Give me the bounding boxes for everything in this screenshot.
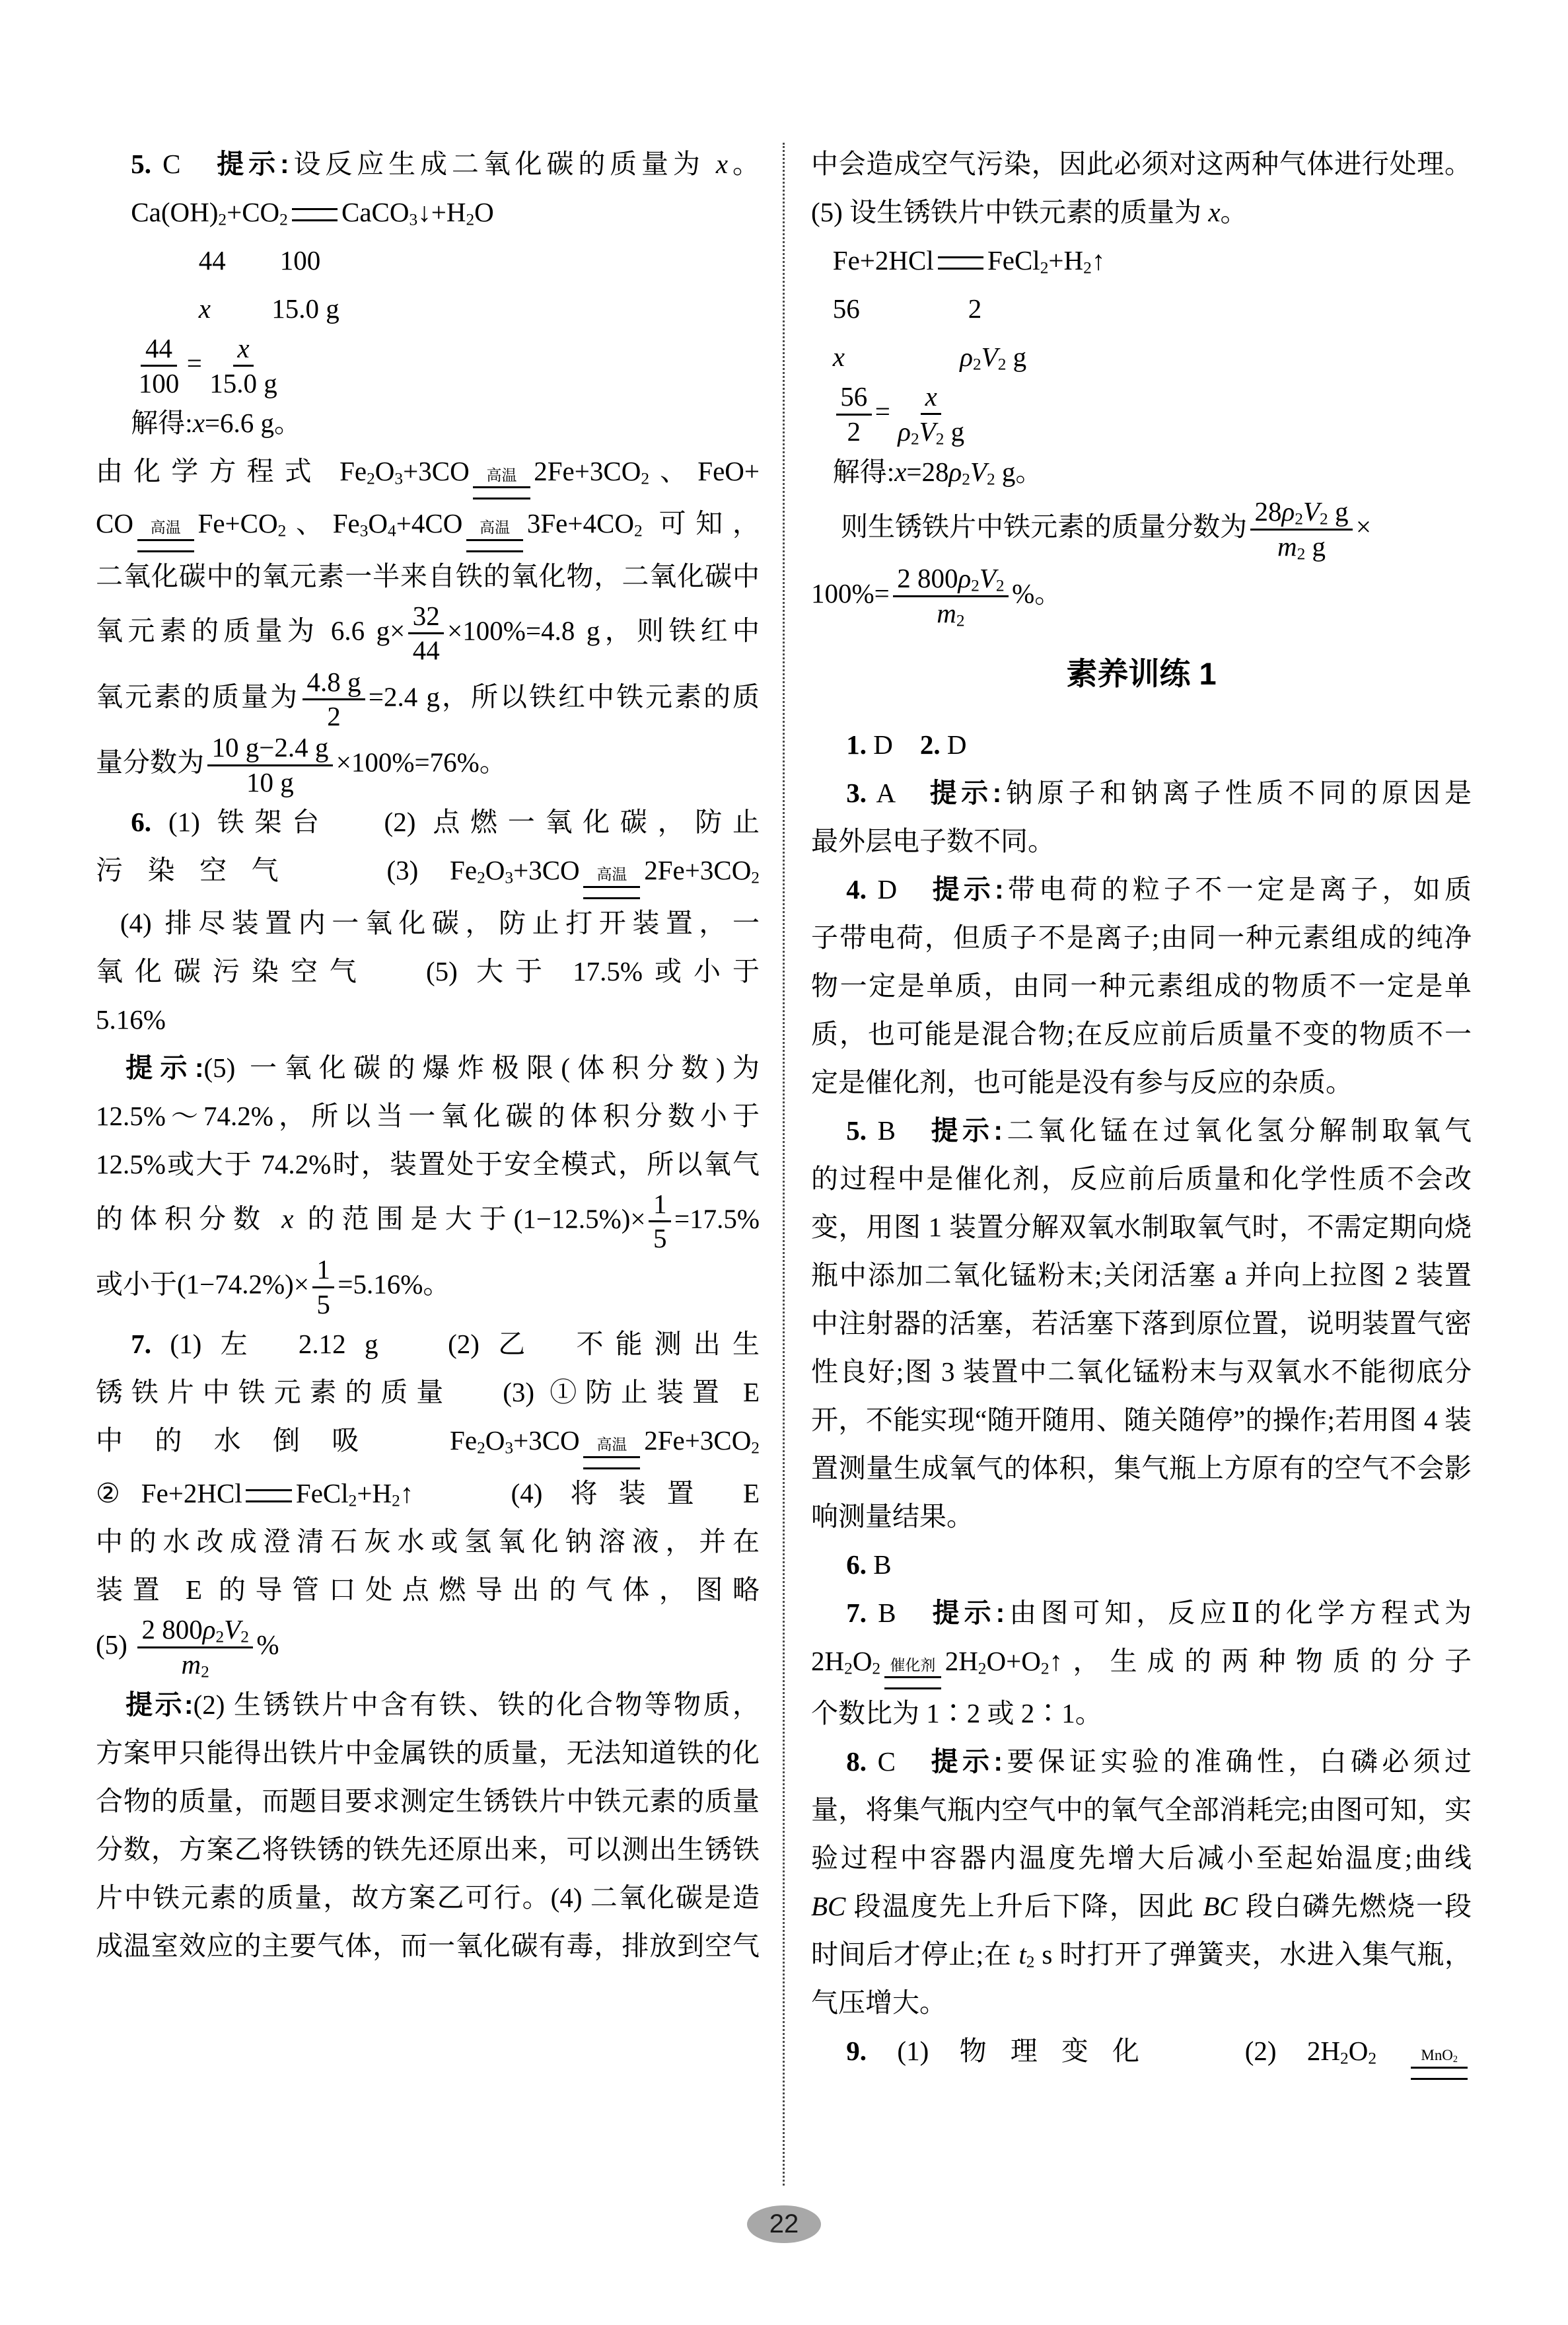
text-line: 污染空气 (3) Fe2O3+3CO 高温 2Fe+3CO2: [96, 846, 760, 899]
reaction-condition-label: MnO2: [1421, 2047, 1458, 2065]
text-line: 12.5%～74.2%，所以当一氧化碳的体积分数小于: [96, 1100, 760, 1131]
double-bar: [884, 1676, 941, 1689]
fraction: [649, 1189, 671, 1255]
fraction-numerator: 56: [836, 381, 872, 415]
text-line: 锈铁片中铁元素的质量 (3) ①防止装置 E: [96, 1377, 760, 1408]
bold-label: 提示:: [929, 777, 1002, 808]
text-line: 瓶中添加二氧化锰粉末;关闭活塞 a 并向上拉图 2 装置: [811, 1259, 1472, 1290]
fraction: [303, 667, 365, 733]
text-line: 量，将集气瓶内空气中的氧气全部消耗完;由图可知，实: [811, 1794, 1472, 1826]
italic-variable: BC: [811, 1891, 846, 1922]
subscript: 2: [1297, 544, 1306, 564]
italic-variable: x: [237, 333, 250, 363]
text-line: (4) 排尽装置内一氧化碳，防止打开装置，一: [120, 907, 760, 938]
reaction-condition-label: 高温: [596, 1436, 627, 1454]
italic-variable: V: [970, 456, 987, 487]
subscript: 2: [962, 470, 970, 489]
bold-label: 提示:: [125, 1052, 204, 1083]
text-line: 由化学方程式 Fe2O3+3CO 高温 2Fe+3CO2、FeO+: [96, 447, 760, 500]
text-line: 中会造成空气污染，因此必须对这两种气体进行处理。: [811, 149, 1472, 179]
subscript: 2: [844, 1659, 853, 1678]
item-number: 5.: [131, 149, 152, 179]
page-number-badge: [747, 2205, 821, 2243]
text-line: 6. B: [846, 1549, 892, 1580]
text-line: 或小于(1−74.2%)× $\frac{1}{5}$ =5.16%。: [96, 1254, 450, 1319]
bold-label: 提示:: [932, 873, 1004, 904]
text-line: 二氧化碳中的氧元素一半来自铁的氧化物，二氧化碳中: [96, 560, 760, 591]
text-line: 时间后才停止;在 t2 s 时打开了弹簧夹，水进入集气瓶，: [811, 1939, 1472, 1972]
subscript: 2: [1295, 509, 1303, 529]
italic-variable: ρ: [948, 456, 962, 487]
fraction: [134, 333, 184, 399]
bold-label: 提示:: [217, 149, 289, 179]
fraction-numerator: [233, 333, 254, 367]
italic-variable: ρ: [958, 563, 972, 594]
italic-variable: x: [832, 342, 845, 372]
double-bar: [137, 539, 194, 552]
text-line: 100%= $\frac{2 800\rho 2V2}{m2}$ %。: [811, 563, 1062, 631]
text-line: ②Fe+2HCl FeCl2+H2↑ (4) 将装置 E: [96, 1477, 760, 1510]
double-bar: [583, 886, 640, 899]
reaction-equals-sign: [292, 208, 338, 221]
fraction-denominator: 5: [653, 1223, 667, 1254]
text-line: 合物的质量，而题目要求测定生锈铁片中铁元素的质量: [96, 1786, 760, 1817]
text-line: 解得:x=28ρ2V2 g。: [832, 456, 1043, 489]
subscript: 2: [215, 1627, 225, 1646]
subscript: 2: [978, 1659, 987, 1678]
subscript: 2: [277, 521, 287, 540]
item-number: 2.: [919, 729, 941, 760]
subscript: 2: [935, 429, 944, 449]
reaction-equals-sign: [884, 1657, 941, 1690]
italic-variable: ρ: [202, 1613, 216, 1644]
text-line: 个数比为 1∶2 或 2∶1。: [811, 1698, 1102, 1729]
text-line: (5) 设生锈铁片中铁元素的质量为 x。: [811, 197, 1248, 227]
fraction-denominator: 100: [138, 367, 180, 398]
subscript: 2: [986, 470, 995, 489]
fraction-denominator: m2 g: [1277, 531, 1326, 564]
text-line: 的过程中是催化剂，反应前后质量和化学性质不会改: [811, 1163, 1472, 1194]
item-number: 1.: [846, 729, 867, 760]
text-line: 2H2O2 催化剂 2H2O+O2↑，生成的两种物质的分子: [811, 1637, 1472, 1690]
subscript: 2: [240, 1627, 249, 1646]
text-line: 物一定是单质，由同一种元素组成的物质不一定是单: [811, 970, 1472, 1001]
text-line: 7. B 提示:由图可知，反应Ⅱ的化学方程式为: [846, 1597, 1472, 1628]
fraction-denominator: [933, 597, 969, 630]
italic-variable: t: [1018, 1939, 1026, 1970]
text-line: 5. C 提示:设反应生成二氧化碳的质量为 x。: [131, 149, 760, 179]
subscript: 2: [872, 1659, 881, 1678]
subscript: 2: [279, 210, 288, 229]
text-line: $\frac{44}{100}$ = $\frac{x}{15.0 g}$: [96, 333, 760, 399]
page-number: 22: [769, 2209, 799, 2238]
text-line: Ca(OH)2+CO2 CaCO3↓+H2O: [131, 197, 494, 229]
italic-variable: x: [894, 456, 907, 487]
italic-variable: m: [181, 1649, 201, 1680]
text-line: 气压增大。: [811, 1987, 946, 2018]
subscript: 2: [367, 469, 375, 488]
subscript: 2: [633, 521, 643, 540]
text-line: 的体积分数 x 的范围是大于(1−12.5%)× $\frac{1}{5}$ =17.5%: [96, 1188, 760, 1254]
text-line: 中的水改成澄清石灰水或氢氧化钠溶液，并在: [96, 1526, 760, 1557]
subscript: 2: [466, 210, 475, 229]
text-line: 56 2: [832, 293, 982, 324]
subscript: 2: [1368, 2049, 1377, 2068]
text-line: BC 段温度先上升后下降，因此 BC 段白磷先燃烧一段: [811, 1891, 1472, 1922]
double-bar: [473, 486, 530, 499]
double-bar: [938, 256, 984, 270]
item-number: 9.: [846, 2036, 867, 2067]
subscript: 2: [348, 1491, 357, 1510]
text-line: 质，也可能是混合物;在反应前后质量不变的物质不一: [811, 1018, 1472, 1049]
fraction: [1250, 496, 1353, 563]
double-bar: [466, 539, 523, 552]
fraction: [893, 563, 1009, 630]
italic-variable: x: [281, 1202, 294, 1234]
fraction-denominator: 2: [327, 701, 341, 732]
subscript: 2: [1040, 1659, 1050, 1678]
left-text-column: [96, 140, 760, 1970]
text-line: 中注射器的活塞，若活塞下落到原位置，说明装置气密: [811, 1308, 1472, 1339]
italic-variable: V: [981, 342, 998, 372]
italic-variable: x: [925, 381, 937, 412]
subscript: 2: [477, 1438, 485, 1458]
text-line: 7. (1) 左 2.12 g (2) 乙 不能测出生: [131, 1329, 760, 1360]
item-number: 6.: [131, 807, 152, 838]
item-number: 3.: [846, 777, 867, 808]
double-bar: [1411, 2067, 1468, 2080]
subscript: 2: [971, 576, 980, 595]
text-line: 3. A 提示:钠原子和钠离子性质不同的原因是: [846, 777, 1472, 808]
item-number: 7.: [131, 1329, 152, 1360]
italic-variable: m: [937, 598, 956, 629]
item-number: 6.: [846, 1549, 867, 1580]
subscript: 2: [1083, 258, 1092, 277]
reaction-equals-sign: [583, 1436, 640, 1469]
reaction-equals-sign: [466, 519, 523, 552]
text-line: 最外层电子数不同。: [811, 825, 1055, 856]
text-line: 片中铁元素的质量，故方案乙可行。(4) 二氧化碳是造: [96, 1882, 760, 1913]
fraction-denominator: 5: [316, 1288, 330, 1319]
double-bar: [292, 208, 338, 221]
fraction: [894, 381, 969, 448]
subscript: 2: [201, 1662, 209, 1681]
italic-variable: x: [1208, 197, 1221, 227]
text-line: 定是催化剂，也可能是没有参与反应的杂质。: [811, 1066, 1353, 1097]
fraction: [312, 1254, 335, 1320]
subscript: 2: [641, 469, 650, 488]
subscript: 3: [359, 521, 369, 540]
reaction-equals-sign: [246, 1489, 292, 1502]
text-line: 成温室效应的主要气体，而一氧化碳有毒，排放到空气: [96, 1931, 760, 1962]
text-line: 5. B 提示:二氧化锰在过氧化氢分解制取氧气: [846, 1115, 1472, 1146]
fraction-numerator: 1: [649, 1189, 671, 1222]
text-line: (5) $\frac{2 800\rho 2V2}{m2}$ %: [96, 1613, 279, 1681]
fraction-numerator: [921, 381, 941, 415]
column-divider-line: [783, 143, 785, 2186]
text-line: 解得:x=6.6 g。: [131, 407, 302, 438]
item-number: 8.: [846, 1746, 867, 1777]
italic-variable: V: [1302, 496, 1320, 527]
fraction-denominator: ρ2V2 g: [898, 416, 965, 449]
bold-label: 提示:: [932, 1597, 1005, 1628]
fraction-denominator: 44: [412, 635, 440, 666]
bold-label: 提示:: [125, 1689, 194, 1720]
text-line: Fe+2HCl FeCl2+H2↑: [832, 245, 1106, 277]
italic-variable: x: [715, 149, 729, 179]
item-number: 4.: [846, 873, 867, 904]
text-line: 1. D 2. D: [846, 729, 967, 760]
italic-variable: ρ: [898, 416, 911, 447]
text-line: 5.16%: [96, 1004, 166, 1035]
italic-variable: x: [198, 293, 211, 324]
text-line: x 15.0 g: [198, 293, 339, 324]
italic-variable: x: [192, 407, 205, 438]
fraction-numerator: 44: [141, 333, 176, 367]
text-line: 8. C 提示:要保证实验的准确性，白磷必须过: [846, 1746, 1472, 1777]
text-line: 子带电荷，但质子不是离子;由同一种元素组成的纯净: [811, 922, 1472, 953]
reaction-equals-sign: [137, 519, 194, 552]
text-line: CO 高温 Fe+CO2、Fe3O4+4CO 高温 3Fe+4CO2 可知，: [96, 499, 760, 552]
reaction-equals-sign: [583, 866, 640, 899]
fraction-numerator: 4.8 g: [303, 667, 365, 700]
fraction: [207, 732, 333, 798]
section-heading: 素养训练 1: [1066, 656, 1217, 692]
fraction: [408, 601, 444, 667]
text-line: 响测量结果。: [811, 1500, 974, 1532]
text-line: $\frac{56}{2}$ = $\frac{x}{\rho 2V2 g}$: [811, 381, 1472, 448]
text-line: 12.5%或大于 74.2%时，装置处于安全模式，所以氧气: [96, 1148, 760, 1179]
fraction-numerator: 10 g−2.4 g: [207, 732, 333, 766]
reaction-condition-label: 高温: [480, 519, 511, 536]
text-line: 9. (1) 物理变化 (2) 2H2O2 MnO2: [811, 2027, 1472, 2080]
subscript: 2: [477, 868, 485, 887]
fraction: [836, 381, 872, 447]
text-line: 氧元素的质量为 $\frac{4.8 g}{2}$ =2.4 g，所以铁红中铁元素的质: [96, 666, 760, 732]
text-line: 验过程中容器内温度先增大后减小至起始温度;曲线: [811, 1843, 1472, 1874]
italic-variable: V: [919, 416, 936, 447]
fraction-numerator: 28ρ2V2 g: [1250, 496, 1353, 531]
item-number: 7.: [846, 1597, 867, 1628]
text-line: x ρ2V2 g: [832, 342, 1027, 374]
subscript: 2: [956, 612, 965, 631]
bold-label: 提示:: [931, 1115, 1003, 1146]
reaction-equals-sign: [473, 467, 530, 500]
subscript: 2: [972, 355, 981, 374]
reaction-condition-label: 高温: [150, 519, 181, 536]
fraction: [205, 333, 282, 399]
fraction-numerator: 2 800ρ2V2: [893, 563, 1009, 597]
subscript: 2: [392, 1491, 400, 1510]
subscript: 2: [751, 1438, 760, 1458]
subscript: 2: [995, 576, 1005, 595]
text-line: 分数，方案乙将铁锈的铁先还原出来，可以测出生锈铁: [96, 1834, 760, 1865]
text-line: 氧化碳污染空气 (5) 大于 17.5%或小于: [96, 955, 760, 986]
text-line: 性良好;图 3 装置中二氧化锰粉末与双氧水不能彻底分: [811, 1356, 1472, 1387]
subscript: 2: [218, 210, 227, 229]
subscript: 3: [394, 469, 404, 488]
subscript: 2: [1040, 258, 1049, 277]
subscript: 2: [910, 429, 919, 449]
italic-variable: V: [979, 563, 996, 594]
subscript: 2: [1319, 509, 1328, 529]
text-line: 则生锈铁片中铁元素的质量分数为 $\frac{28\rho 2V2 g}{m2 g}$ ×: [841, 496, 1372, 564]
subscript: 3: [505, 1438, 514, 1458]
subscript: 2: [1452, 2054, 1458, 2065]
subscript: 2: [1026, 1952, 1035, 1972]
item-number: 5.: [846, 1115, 867, 1146]
reaction-condition-label: 高温: [486, 466, 517, 484]
text-line: 6. (1) 铁架台 (2) 点燃一氧化碳，防止: [131, 807, 760, 838]
right-text-column: [811, 140, 1472, 2080]
fraction-numerator: 32: [408, 601, 444, 634]
text-line: 中的水倒吸 Fe2O3+3CO 高温 2Fe+3CO2: [96, 1417, 760, 1469]
text-line: 44 100: [198, 245, 321, 276]
reaction-condition-label: 高温: [596, 866, 627, 883]
italic-variable: ρ: [1281, 496, 1295, 527]
text-line: 开，不能实现“随开随用、随关随停”的操作;若用图 4 装: [811, 1404, 1472, 1435]
fraction: [137, 1614, 253, 1681]
subscript: 2: [1340, 2049, 1349, 2068]
text-line: 变，用图 1 装置分解双氧水制取氧气时，不需定期向烧: [811, 1211, 1472, 1242]
text-line: 提示:(5) 一氧化碳的爆炸极限(体积分数)为: [125, 1052, 760, 1083]
italic-variable: m: [1277, 531, 1297, 562]
text-line: 置测量生成氧气的体积，集气瓶上方原有的空气不会影: [811, 1452, 1472, 1483]
text-line: 量分数为 $\frac{10 g-2.4 g}{10 g}$ ×100%=76%。: [96, 732, 507, 797]
text-line: 4. D 提示:带电荷的粒子不一定是离子，如质: [846, 873, 1472, 904]
subscript: 3: [505, 868, 514, 887]
fraction-denominator: 15.0 g: [209, 367, 277, 398]
italic-variable: ρ: [960, 342, 973, 372]
reaction-equals-sign: [1411, 2047, 1468, 2080]
text-line: 装置 E 的导管口处点燃导出的气体，图略: [96, 1574, 760, 1605]
subscript: 3: [409, 210, 418, 229]
double-bar: [246, 1489, 292, 1502]
text-line: 氧元素的质量为 6.6 g× $\frac{32}{44}$ ×100%=4.8 g，则铁红中: [96, 600, 760, 666]
subscript: 2: [997, 355, 1007, 374]
bold-label: 提示:: [931, 1746, 1003, 1777]
italic-variable: V: [224, 1613, 241, 1644]
fraction-denominator: 2: [847, 416, 861, 447]
subscript: 4: [388, 521, 396, 540]
reaction-condition-label: 催化剂: [890, 1656, 936, 1674]
fraction-denominator: [177, 1648, 213, 1681]
double-bar: [583, 1456, 640, 1469]
text-line: 方案甲只能得出铁片中金属铁的质量，无法知道铁的化: [96, 1738, 760, 1769]
reaction-equals-sign: [938, 256, 984, 270]
subscript: 2: [751, 868, 760, 887]
italic-variable: BC: [1203, 1891, 1238, 1922]
fraction-denominator: 10 g: [246, 766, 294, 797]
text-line: 提示:(2) 生锈铁片中含有铁、铁的化合物等物质，: [125, 1689, 760, 1720]
fraction-numerator: 1: [312, 1254, 335, 1288]
fraction-numerator: 2 800ρ2V2: [137, 1614, 253, 1648]
